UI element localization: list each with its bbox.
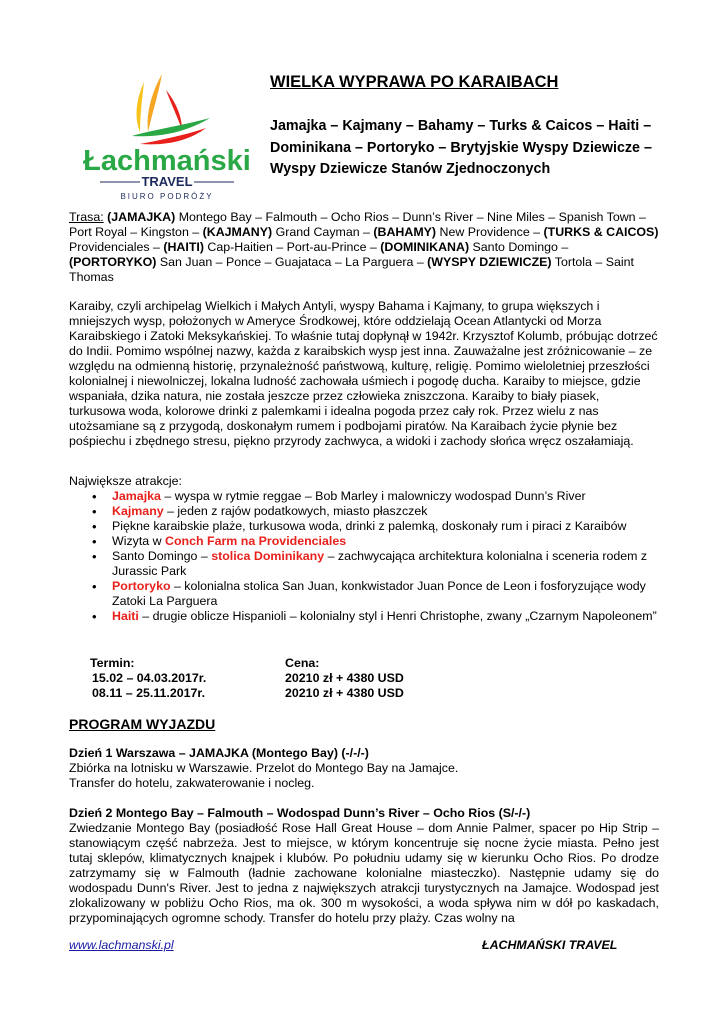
highlight: stolica Dominikany xyxy=(211,549,325,563)
intro-paragraph: Karaiby, czyli archipelag Wielkich i Małych Antyli, wyspy Bahama i Kajmany, to grupa większych i mniejszych wysp, położonych w Ameryce Środkowej, które oddzielają Ocean Atlantycki od Morza Karaibskiego i Zatoki Meksykańskiej. To właśnie tutaj dopłynął w 1942r. Krzysztof Kolumb, próbując dotrzeć do Indii. Pomimo wspólnej nazwy, każda z karaibskich wysp jest inna. Zauważalne jest zróżnicowanie – ze względu na odmienną historię, przynależność państwową, kulturę, religię. Pomimo wieloletniej przeszłości kolonialnej i niewolniczej, lokalna ludność zachowała uśmiech i pogodę ducha. Karaiby to miejsce, gdzie wspaniała, dzika natura, nie została jeszcze przez człowieka zniszczona. Karaiby to biały piasek, turkusowa woda, kolorowe drinki z palemkami i idealna pogoda przez cały rok. Przez wielu z nas utożsamiane są z przygodą, doskonałym rumem i podbojami piratów. Na Karaibach życie płynie bez pośpiechu i zbędnego stresu, piękno przyrody zachwyca, a widoki i zachody słońca wręcz oszałamiają. xyxy=(69,299,658,448)
terms-table xyxy=(90,656,404,701)
route-region: (JAMAJKA) xyxy=(107,210,176,224)
footer-website-link[interactable]: www.lachmanski.pl xyxy=(69,938,174,952)
highlight: Kajmany xyxy=(112,504,164,518)
list-item: • Kajmany – jeden z rajów podatkowych, miasto płaszczek xyxy=(69,504,669,519)
route-region: (WYSPY DZIEWICZE) xyxy=(427,255,552,269)
page-title: WIELKA WYPRAWA PO KARAIBACH xyxy=(270,73,559,91)
logo-tagline: BIURO PODRÓŻY xyxy=(120,192,214,200)
route-region: (HAITI) xyxy=(163,240,204,254)
route-places: New Providence – xyxy=(436,225,544,239)
highlight: Jamajka xyxy=(112,489,161,503)
highlight: Portoryko xyxy=(112,579,171,593)
route-places: San Juan – Ponce – Guajataca – La Parguera – xyxy=(156,255,428,269)
route-region: (TURKS & CAICOS) xyxy=(543,225,659,239)
list-item: • Portoryko – kolonialna stolica San Juan, konkwistador Juan Ponce de Leon i fosforyzujące wody Zatoki La Parguera xyxy=(69,579,669,609)
price-label: Cena: xyxy=(285,656,320,670)
route-region: (PORTORYKO) xyxy=(69,255,157,269)
route-places: Grand Cayman – xyxy=(272,225,374,239)
program-title: PROGRAM WYJAZDU xyxy=(69,716,216,732)
route-places: Santo Domingo – xyxy=(469,240,569,254)
table-row xyxy=(90,671,404,686)
route-places: Cap-Haitien – Port-au-Prince – xyxy=(203,240,381,254)
term-date: 08.11 – 25.11.2017r. xyxy=(92,686,206,700)
term-label: Termin: xyxy=(90,656,135,670)
table-row xyxy=(90,686,404,701)
term-date: 15.02 – 04.03.2017r. xyxy=(92,671,207,685)
attractions-list xyxy=(69,489,669,624)
route-places: Tortola – Saint Thomas xyxy=(69,255,634,284)
list-item: • Santo Domingo – stolica Dominikany – zachwycająca architektura kolonialna i sceneria rodem z Jurassic Park xyxy=(69,549,669,579)
route-paragraph xyxy=(69,210,659,285)
day-title: Dzień 1 Warszawa – JAMAJKA (Montego Bay) (-/-/-) xyxy=(69,746,369,760)
route-region: (BAHAMY) xyxy=(373,225,437,239)
page-subtitle: Jamajka – Kajmany – Bahamy – Turks & Caicos – Haiti – Dominikana – Portoryko – Brytyjskie Wyspy Dziewicze – Wyspy Dziewicze Stanów Zjednoczonych xyxy=(270,118,652,177)
list-item: • Jamajka – wyspa w rytmie reggae – Bob Marley i malowniczy wodospad Dunn’s River xyxy=(69,489,669,504)
route-label: Trasa: xyxy=(69,210,104,224)
route-places: Providenciales – xyxy=(69,240,164,254)
route-region: (DOMINIKANA) xyxy=(380,240,470,254)
logo-brand: Łachmański xyxy=(83,145,251,177)
route-text xyxy=(69,210,658,284)
attractions-label: Największe atrakcje: xyxy=(69,474,182,488)
day-text: Zwiedzanie Montego Bay (posiadłość Rose Hall Great House – dom Annie Palmer, spacer po Hip Strip – stanowiącym część nabrzeża. Jest to miejsce, w którym koncentruje się nocne życie miasta. Pełno jest tutaj sklepów, klimatycznych knajpek i klubów. Po południu udamy się w kierunku Ocho Rios. Po drodze zatrzymamy się w Falmouth (ładnie zachowane kolonialne miasteczko). Następnie udamy się do wodospadu Dunn's River. Jest to jedna z największych atrakcji turystycznych na Jamajce. Wodospad jest zlokalizowany w pobliżu Ocho Rios, ma ok. 300 m wysokości, a woda spływa nim w dół po kaskadach, przypominających ogromne schody. Transfer do hotelu przy plaży. Czas wolny na xyxy=(69,821,659,925)
highlight: Haiti xyxy=(112,609,139,623)
list-item: • Piękne karaibskie plaże, turkusowa woda, drinki z palemką, doskonały rum i piraci z Karaibów xyxy=(69,519,669,534)
day-title: Dzień 2 Montego Bay – Falmouth – Wodospad Dunn’s River – Ocho Rios (S/-/-) xyxy=(69,806,531,820)
highlight: Conch Farm na Providenciales xyxy=(165,534,347,548)
day-text: Zbiórka na lotnisku w Warszawie. Przelot do Montego Bay na Jamajce. Transfer do hotelu, zakwaterowanie i nocleg. xyxy=(69,761,459,790)
list-item: • Wizyta w Conch Farm na Providenciales xyxy=(69,534,669,549)
term-price: 20210 zł + 4380 USD xyxy=(285,686,404,700)
list-item: • Haiti – drugie oblicze Hispanioli – kolonialny styl i Henri Christophe, zwany „Czarnym Napoleonem” xyxy=(69,609,669,624)
route-region: (KAJMANY) xyxy=(202,225,273,239)
term-price: 20210 zł + 4380 USD xyxy=(285,671,404,685)
footer-company: ŁACHMAŃSKI TRAVEL xyxy=(482,938,618,952)
sail-logo-icon xyxy=(82,70,252,200)
logo-sub: TRAVEL xyxy=(141,174,193,189)
route-places: Montego Bay – Falmouth – Ocho Rios – Dunn’s River – Nine Miles – Spanish Town – Port Royal – Kingston – xyxy=(69,210,646,239)
company-logo xyxy=(82,70,252,200)
